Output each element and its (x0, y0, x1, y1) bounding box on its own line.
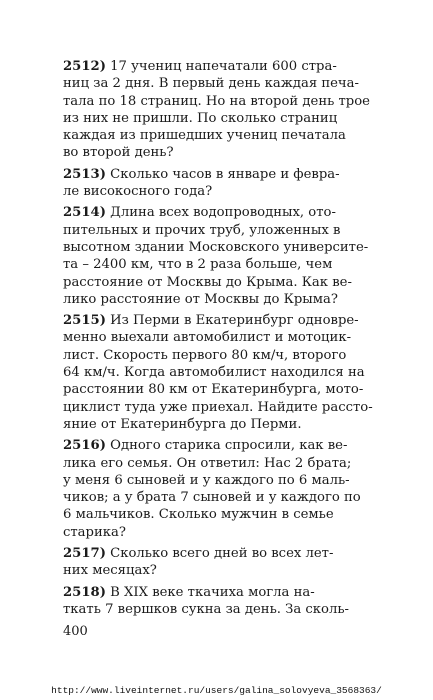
problem-line: у меня 6 сыновей и у каждого по 6 маль- (63, 472, 350, 488)
problem-2512 (63, 58, 383, 162)
problem-line: расстояние от Москвы до Крыма. Как ве- (63, 274, 352, 290)
problem-line: 6 мальчиков. Сколько мужчин в семье (63, 507, 334, 523)
problems-text (63, 58, 383, 622)
problem-line: из них не пришли. По сколько страниц (63, 110, 338, 126)
problem-line: 64 км/ч. Когда автомобилист находился на (63, 365, 365, 381)
problem-line: В XIX веке ткачиха могла на- (105, 584, 315, 600)
page-number: 400 (63, 624, 88, 639)
problem-2515 (63, 312, 383, 433)
problem-line: менно выехали автомобилист и мотоцик- (63, 330, 352, 346)
problem-line: старика? (63, 524, 126, 540)
problem-line: высотном здании Московского университе- (63, 239, 369, 255)
problem-line: ниц за 2 дня. В первый день каждая печа- (63, 76, 359, 92)
problem-line: во второй день? (63, 145, 174, 161)
problem-line: Сколько часов в январе и февра- (105, 166, 340, 182)
problem-line: Из Перми в Екатеринбург одновре- (105, 313, 359, 329)
problem-number: 2514) (63, 205, 106, 221)
problem-line: яние от Екатеринбурга до Перми. (63, 416, 302, 432)
problem-2517 (63, 545, 383, 580)
problem-line: каждая из пришедших учениц печатала (63, 128, 346, 144)
problem-number: 2513) (63, 166, 106, 182)
problem-number: 2515) (63, 313, 106, 329)
problem-number: 2517) (63, 546, 106, 562)
problem-line: лико расстояние от Москвы до Крыма? (63, 291, 338, 307)
problem-2518 (63, 584, 383, 619)
problem-line: Сколько всего дней во всех лет- (105, 546, 334, 562)
problem-line: Длина всех водопроводных, ото- (105, 205, 336, 221)
problem-2516 (63, 437, 383, 541)
problem-number: 2512) (63, 59, 106, 74)
problem-line: циклист туда уже приехал. Найдите рассто- (63, 399, 373, 415)
problem-number: 2518) (63, 584, 106, 600)
problem-line: ткать 7 вершков сукна за день. За сколь- (63, 601, 349, 617)
problem-line: 17 учениц напечатали 600 стра- (105, 59, 337, 74)
problem-2514 (63, 204, 383, 308)
problem-2513 (63, 166, 383, 201)
problem-line: ле високосного года? (63, 184, 213, 200)
problem-line: Одного старика спросили, как ве- (105, 438, 348, 454)
problem-line: лика его семья. Он ответил: Нас 2 брата; (63, 455, 352, 471)
problem-line: лист. Скорость первого 80 км/ч, второго (63, 347, 347, 363)
source-url-watermark: http://www.liveinternet.ru/users/galina_solovyeva_3568363/ (51, 685, 382, 696)
problem-line: пительных и прочих труб, уложенных в (63, 222, 341, 238)
problem-number: 2516) (63, 438, 106, 454)
problem-line: тала по 18 страниц. Но на второй день трое (63, 93, 370, 109)
problem-line: та – 2400 км, что в 2 раза больше, чем (63, 257, 333, 273)
problem-line: чиков; а у брата 7 сыновей и у каждого по (63, 490, 361, 506)
problem-line: них месяцах? (63, 563, 157, 579)
problem-line: расстоянии 80 км от Екатеринбурга, мото- (63, 382, 364, 398)
